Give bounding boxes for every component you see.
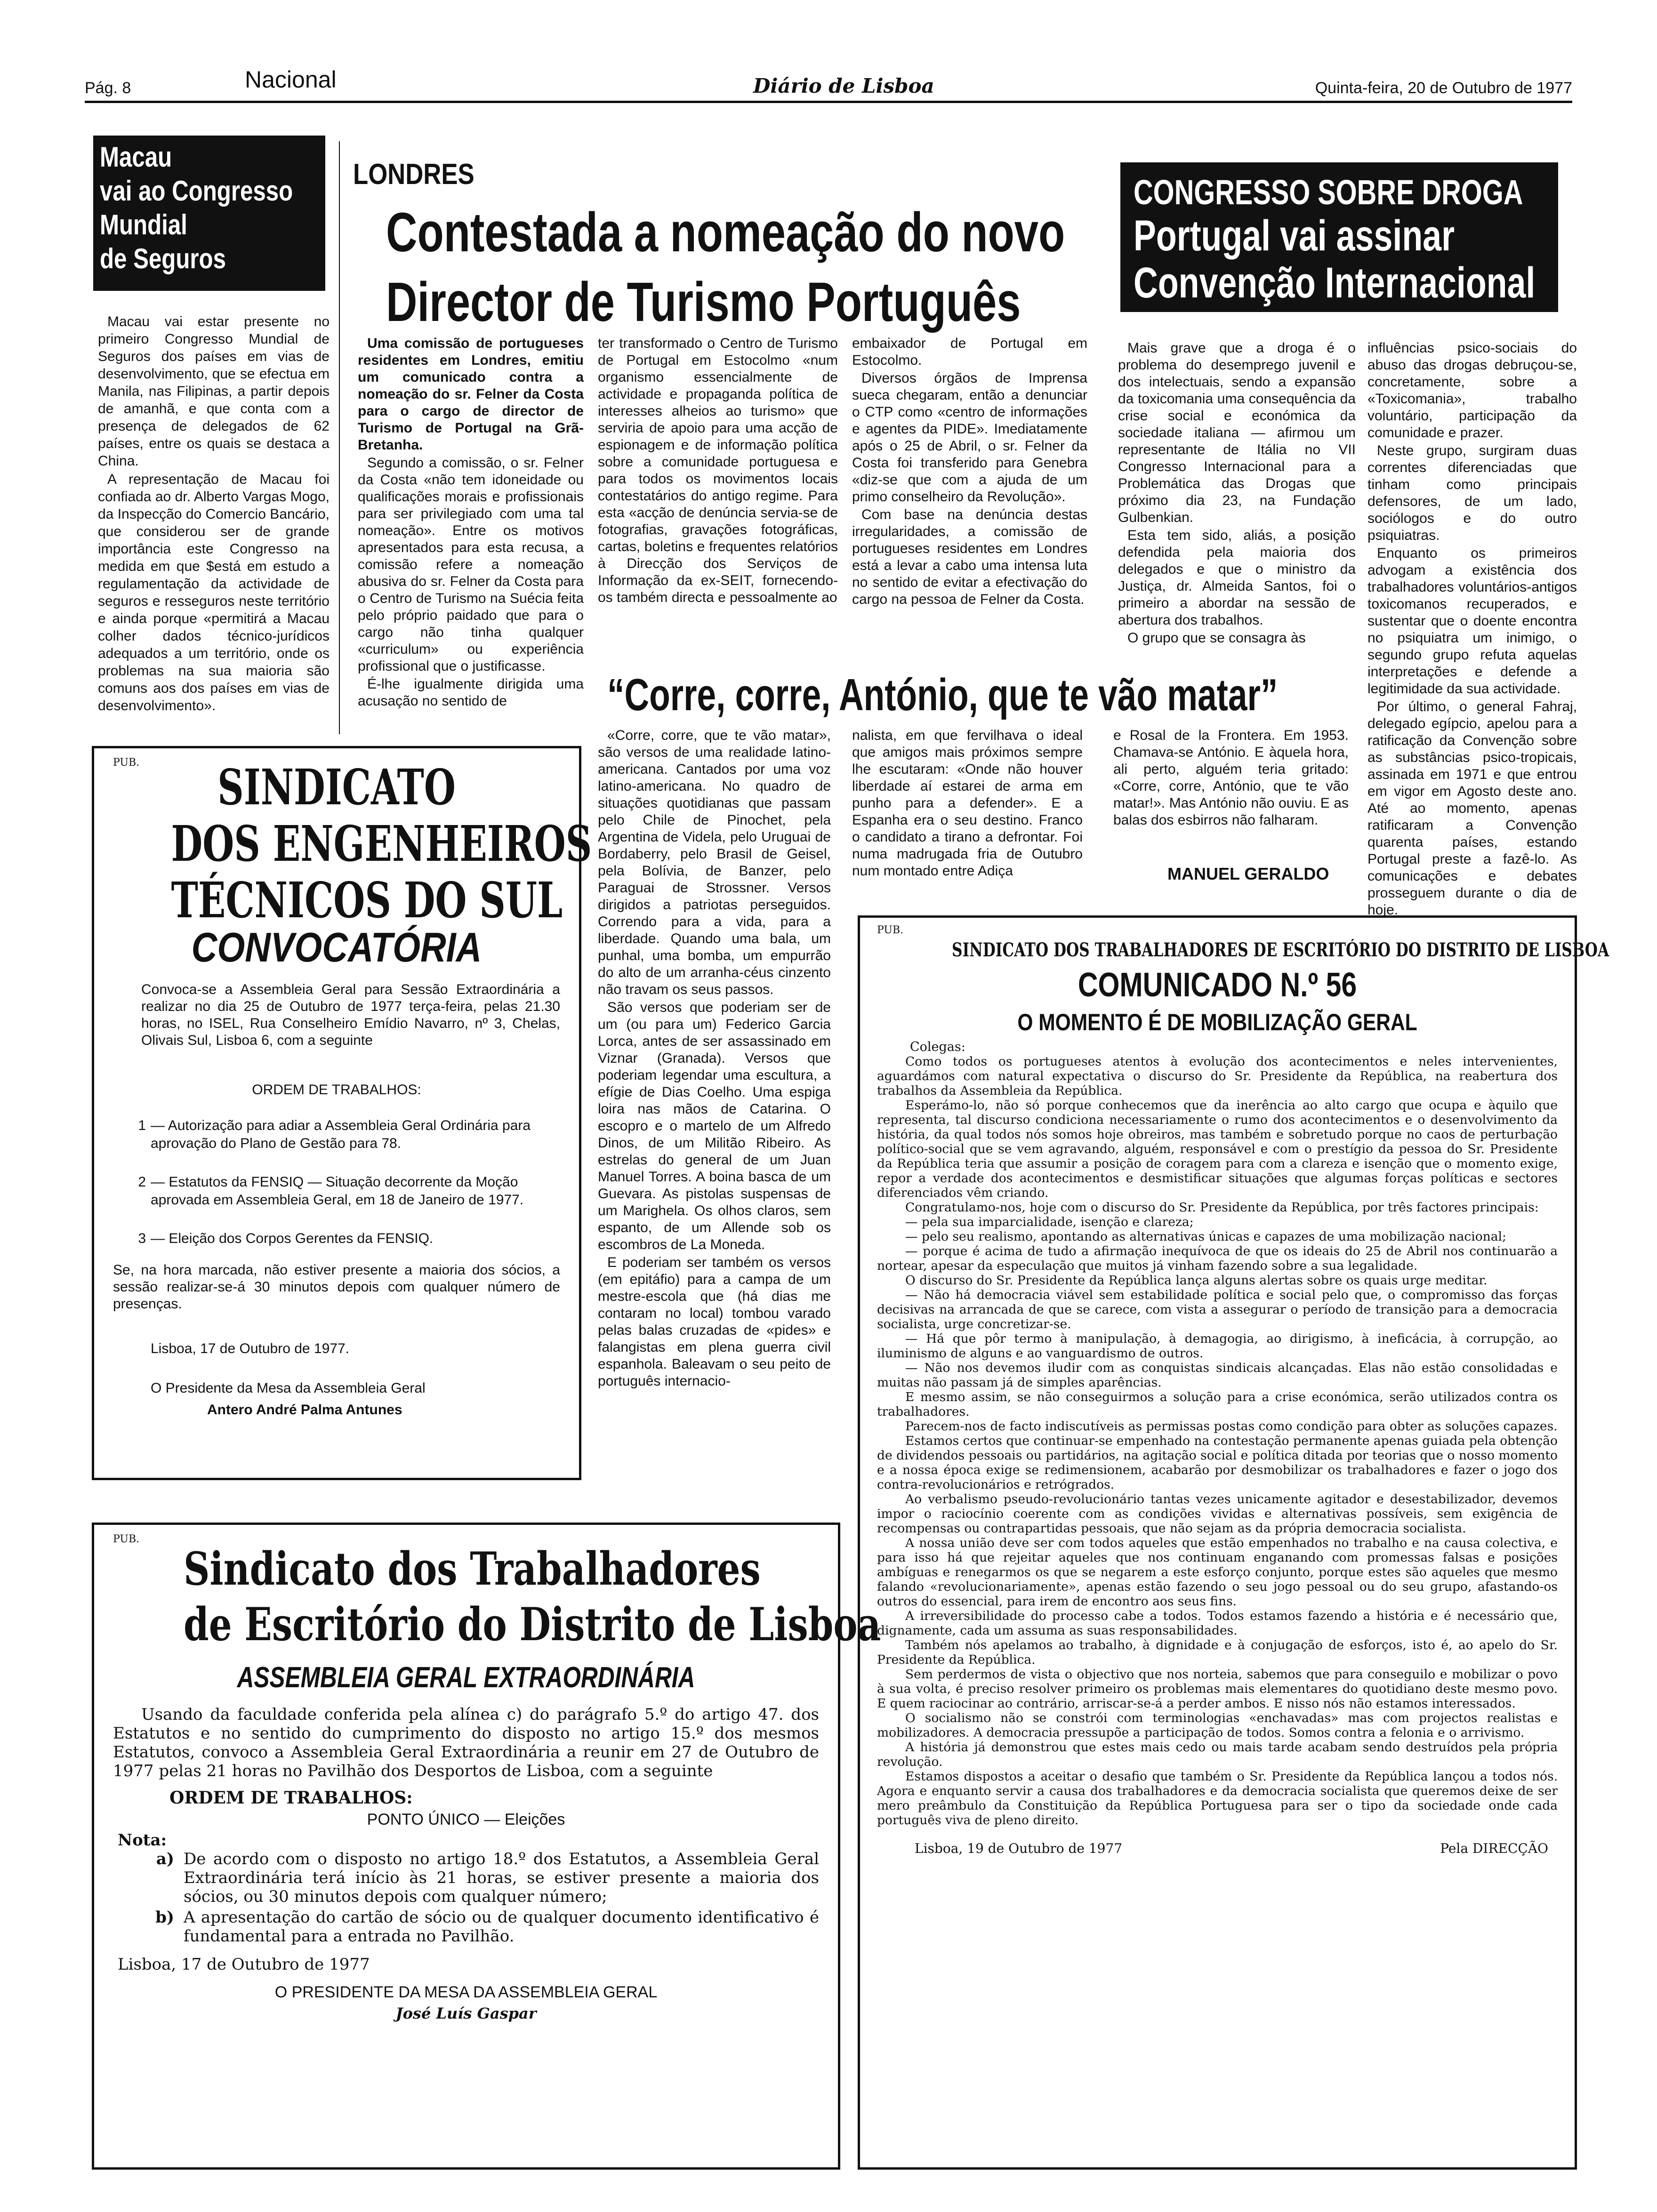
ad-paragraph: Esperámo-lo, não só porque conhecemos que da inerência ao alto cargo que ocupa e àquilo que representa, tal discurso condiciona necessariamente o rumo dos acontecimentos e o desenvolvimento da história, da qual todos nós somos hoje obreiros, mas também e sobretudo porque no caos de perturbação político-social que se vem agravando, alguém, responsável e com o prestígio da pessoa do Sr. Presidente da República teria que assumir a posição de coragem para com a clareza e isenção que o momento exige, repor a verdade dos acontecimentos e desmistificar situações que algumas forças políticas e sectores diferenciados vêm criando. bbox=[877, 1098, 1558, 1200]
antonio-byline: MANUEL GERALDO bbox=[1167, 864, 1329, 883]
macau-headline-line: vai ao Congresso bbox=[100, 175, 293, 207]
ad-paragraph: Estamos dispostos a aceitar o desafio que também o Sr. Presidente da República lançou a todos nós. Agora e enquanto servir a causa dos trabalhadores e da democracia socialista que queremos deixe de ser mero preâmbulo da Constituição da República Portuguesa para ser o tipo da sociedade onde cada português viva de pleno direito. bbox=[877, 1769, 1558, 1827]
londres-col-3 bbox=[852, 335, 1087, 609]
ad-agenda-item: PONTO ÚNICO — Eleições bbox=[367, 1811, 565, 1828]
londres-col-1 bbox=[358, 335, 584, 711]
article-paragraph: e Rosal de la Frontera. Em 1953. Chamava-se António. E àquela hora, ali perto, alguém teria gritado: «Corre, corre, António, que te vão matar!». Mas António não ouviu. E as balas dos esbirros não falharam. bbox=[1113, 728, 1349, 828]
ad-title-line: DOS ENGENHEIROS bbox=[171, 815, 592, 873]
headline-line: Contestada a nomeação do novo bbox=[386, 201, 1065, 264]
ad-paragraph: Estamos certos que continuar-se empenhado na contestação permanente apenas guiada pela obtenção de dividendos pessoais ou partidários, na agitação social e política ditada por teorias que o nosso momento e a nossa época exige se redimensionem, acabarão por desmobilizar os trabalhadores e fazer o jogo dos contra-revolucionários e retrógrados. bbox=[877, 1434, 1558, 1492]
ad-agenda-title: ORDEM DE TRABALHOS: bbox=[169, 1788, 413, 1808]
antonio-col-3 bbox=[1113, 727, 1349, 830]
ad-signature-name: Antero André Palma Antunes bbox=[207, 1402, 402, 1418]
ad-paragraph: — Não há democracia viável sem estabilidade política e social pelo que, o compromisso das forças decisivas na arrancada de que se carece, com vista a assegurar o período de transição para a democracia socialista, urge concretizar-se. bbox=[877, 1288, 1558, 1331]
macau-headline-line: de Seguros bbox=[100, 243, 226, 274]
ad-agenda-title: ORDEM DE TRABALHOS: bbox=[252, 1082, 421, 1098]
ad-intro: Usando da faculdade conferida pela alínea c) do parágrafo 5.º do artigo 47. dos Estatutos e no sentido do cumprimento do disposto no artigo 15.º dos mesmos Estatutos, convoco a Assembleia Geral Extraordinária a reunir em 27 de Outubro de 1977 pelas 21 horas no Pavilhão dos Desportos de Lisboa, com a seguinte bbox=[113, 1705, 819, 1780]
article-paragraph: Neste grupo, surgiram duas correntes diferenciadas que tinham como principais defensores, de um lado, sociólogos e do outro psiquiatras. bbox=[1367, 443, 1577, 543]
ad-agenda-item bbox=[113, 1117, 560, 1153]
article-paragraph: «Corre, corre, que te vão matar», são versos de uma realidade latino-americana. Cantados por uma voz latino-americana. No quadro de situações quotidianas que passam pelo Chile de Pinochet, pela Argentina de Videla, pelo Uruguai de Bordaberry, pelo Brasil de Geisel, pela Bolívia, de Banzer, pelo Paraguai de Strossner. Versos dirigidos a patriotas perseguidos. Correndo para a vida, para a liberdade. Quando uma bala, um punhal, uma bomba, um empurrão do alto de um arranha-céus cinzento não travam os seus passos. bbox=[598, 728, 831, 997]
article-paragraph: influências psico-sociais do abuso das drogas debruçou-se, concretamente, sobre a «Toxicomania», trabalho voluntário, participação da comunidade e prazer. bbox=[1367, 340, 1577, 441]
londres-col-2 bbox=[598, 335, 838, 607]
ad-note-text: A apresentação do cartão de sócio ou de qualquer documento identificativo é fundamental para a entrada no Pavilhão. bbox=[184, 1908, 819, 1946]
ad-pub-label: PUB. bbox=[113, 757, 140, 769]
article-paragraph: Com base na denúncia destas irregularidades, a comissão de portugueses residentes em Londres está a levar a cabo uma intensa luta no sentido de evitar a efectivação do cargo na pessoa de Felner da Costa. bbox=[852, 507, 1087, 607]
macau-headline-line: Mundial bbox=[100, 209, 187, 240]
ad-paragraph: Também nós apelamos ao trabalho, à dignidade e à conjugação de esforços, isto é, ao apelo do Sr. Presidente da República. bbox=[877, 1638, 1558, 1667]
droga-headline-line: Portugal vai assinar bbox=[1134, 212, 1455, 260]
article-paragraph: ter transformado o Centro de Turismo de Portugal em Estocolmo «num organismo essencialmente de actividade e propaganda política de interesses alheios ao turismo» que serviria de apoio para uma acção de espionagem e de informação política sobre a comunidade portuguesa e para todos os movimentos locais contestatários do antigo regime. Para esta «acção de denúncia servia-se de fotografias, gravações fotográficas, cartas, boletins e frequentes relatórios à Direcção dos Serviços de Informação da ex-SEIT, fornecendo-os também directa e pessoalmente ao bbox=[598, 336, 838, 605]
ad-paragraph: — pelo seu realismo, apontando as alternativas únicas e capazes de uma mobilização nacional; bbox=[905, 1229, 1506, 1244]
ad-note-label: a) bbox=[156, 1850, 174, 1868]
ad-paragraph: Sem perdermos de vista o objectivo que nos norteia, sabemos que para conseguilo e mobilizar o povo à sua volta, é preciso resolver primeiro os problemas mais elementares do quotidiano deste mesmo povo. E quem raciocinar ao contrário, arriscar-se-á a perder ambos. E nisso nós não estamos interessados. bbox=[877, 1667, 1558, 1711]
ad-agenda-num: 3 bbox=[138, 1231, 146, 1246]
droga-headline-box bbox=[1120, 162, 1558, 312]
ad-footer bbox=[877, 1841, 1558, 1856]
macau-article bbox=[98, 313, 330, 715]
ad-date: Lisboa, 17 de Outubro de 1977 bbox=[118, 1955, 370, 1974]
ad-pub-label: PUB. bbox=[113, 1533, 140, 1545]
ad-date: Lisboa, 19 de Outubro de 1977 bbox=[915, 1841, 1123, 1856]
article-paragraph: O grupo que se consagra às bbox=[1127, 630, 1306, 646]
ad-engenheiros bbox=[92, 746, 592, 1480]
ad-title-line: Sindicato dos Trabalhadores bbox=[184, 1542, 761, 1595]
ad-paragraph: O discurso do Sr. Presidente da República lança alguns alertas sobre os quais urge meditar. bbox=[905, 1273, 1488, 1288]
article-paragraph: embaixador de Portugal em Estocolmo. bbox=[852, 336, 1087, 368]
ad-paragraph: — pela sua imparcialidade, isenção e clareza; bbox=[905, 1215, 1194, 1229]
londres-headline bbox=[386, 198, 1065, 337]
droga-col-1 bbox=[1118, 340, 1356, 648]
ad-note-label: b) bbox=[155, 1908, 174, 1927]
ad-intro: Convoca-se a Assembleia Geral para Sessão Extraordinária a realizar no dia 25 de Outubro de 1977 terça-feira, pelas 21.30 horas, no ISEL, Rua Conselheiro Emídio Navarro, nº 3, Chelas, Olivais Sul, Lisboa 6, com a seguinte bbox=[141, 982, 560, 1048]
ad-title-line: de Escritório do Distrito de Lisboa bbox=[184, 1598, 881, 1651]
ad-paragraph: A irreversibilidade do processo cabe a todos. Todos estamos fazendo a história e é necessário que, dignamente, cada um assuma as suas responsabilidades. bbox=[877, 1609, 1558, 1638]
article-paragraph: Segundo a comissão, o sr. Felner da Costa «não tem idoneidade ou qualificações morais e profissionais para ser privilegiado com uma tal nomeação». Entre os motivos apresentados para esta recusa, a comissão refere a nomeação abusiva do sr. Felner da Costa para o Centro de Turismo na Suécia feita pelo próprio paidado que para o cargo não tinha qualquer «curriculum» ou experiência profissional que o justificasse. bbox=[358, 455, 584, 674]
ad-note: Se, na hora marcada, não estiver presente a maioria dos sócios, a sessão realizar-se-á 30 minutos depois com qualquer número de presenças. bbox=[113, 1262, 560, 1312]
ad-agenda-num: 1 bbox=[138, 1118, 146, 1133]
ad-agenda-item bbox=[113, 1173, 560, 1209]
ad-agenda-item bbox=[113, 1230, 560, 1248]
ad-paragraph: O socialismo não se constrói com terminologias «enchavadas» mas com projectos realistas e mobilizadores. A democracia pressupõe a participação de todos. Somos contra a felonia e o arrivismo. bbox=[877, 1711, 1558, 1740]
section-name: Nacional bbox=[245, 66, 337, 93]
article-paragraph: Mais grave que a droga é o problema do desemprego juvenil e dos intelectuais, sendo a expansão da toxicomania uma consequência da crise social e económica da sociedade italiana — afirmou um representante de Itália no VII Congresso Internacional para a Problemática das Drogas que próximo dia 23, na Fundação Gulbenkian. bbox=[1118, 340, 1356, 525]
article-paragraph: E poderiam ser também os versos (em epitáfio) para a campa de um mestre-escola que (há dias me contaram no local) tombou varado pelas balas cruzadas de «pides» e falangistas em plena guerra civil espanhola. Baleavam o seu peito de português internacio- bbox=[598, 1255, 831, 1389]
column-rule bbox=[339, 141, 340, 734]
droga-col-2 bbox=[1367, 340, 1577, 920]
droga-kicker: CONGRESSO SOBRE DROGA bbox=[1134, 173, 1523, 212]
macau-headline-box bbox=[93, 136, 325, 291]
article-paragraph: Macau vai estar presente no primeiro Congresso Mundial de Seguros dos países em vias de desenvolvimento, que se efectua em Manila, nas Filipinas, a partir depois de amanhã, e que conta com a presença de delegados de 62 países, entre os quais se destaca a China. bbox=[98, 314, 330, 469]
ad-notes bbox=[113, 1850, 819, 1946]
ad-title-line: TÉCNICOS DO SUL bbox=[171, 871, 563, 929]
ad-note-item bbox=[113, 1908, 819, 1946]
ad-signature: Pela DIRECÇÃO bbox=[1440, 1841, 1548, 1856]
ad-paragraph: Parecem-nos de facto indiscutíveis as permissas postas como condição para obter as soluções capazes. bbox=[905, 1419, 1558, 1434]
article-paragraph: É-lhe igualmente dirigida uma acusação no sentido de bbox=[358, 676, 584, 709]
article-paragraph: São versos que poderiam ser de um (ou para um) Federico Garcia Lorca, antes de ser assassinado em Viznar (Granada). Versos que poderiam legendar uma escultura, a efígie de Dias Coelho. Uma espiga loira nas mãos de Catarina. O escopro e o martelo de um Alfredo Dinos, de um Militão Ribeiro. As estrelas do general de um Juan Manuel Torres. A boina basca de um Guevara. As pistolas suspensas de um Marighela. Os olhos claros, sem espanto, de um Allende sob os escombros de La Moneda. bbox=[598, 1000, 831, 1252]
page-number: Pág. 8 bbox=[85, 79, 131, 97]
ad-note-item bbox=[113, 1850, 819, 1906]
ad-subtitle: O MOMENTO É DE MOBILIZAÇÃO GERAL bbox=[1017, 1009, 1417, 1035]
ad-pub-label: PUB. bbox=[877, 924, 904, 936]
ad-title bbox=[184, 1541, 881, 1652]
ad-agenda-num: 2 bbox=[138, 1174, 146, 1190]
ad-agenda-text: — Estatutos da FENSIQ — Situação decorrente da Moção aprovada em Assembleia Geral, em 18 de Janeiro de 1977. bbox=[151, 1174, 524, 1208]
issue-date: Quinta-feira, 20 de Outubro de 1977 bbox=[1315, 79, 1572, 97]
ad-title bbox=[171, 758, 592, 929]
ad-body bbox=[877, 1054, 1558, 1827]
ad-subtitle: ASSEMBLEIA GERAL EXTRAORDINÁRIA bbox=[237, 1661, 695, 1694]
article-paragraph: Diversos órgãos de Imprensa sueca chegaram, então a denunciar o CTP como «centro de informações e agentes da PIDE». Imediatamente após o 25 de Abril, o sr. Felner da Costa foi transferido para Genebra «diz-se que com a ajuda de um primo conselheiro da Revolução». bbox=[852, 370, 1087, 505]
ad-date: Lisboa, 17 de Outubro de 1977. bbox=[151, 1341, 349, 1356]
article-paragraph: Uma comissão de portugueses residentes em Londres, emitiu um comunicado contra a nomeação do sr. Felner da Costa para o cargo de director de Turismo de Portugal na Grã-Bretanha. bbox=[358, 336, 584, 453]
masthead: Diário de Lisboa bbox=[753, 74, 934, 97]
droga-headline-line: Convenção Internacional bbox=[1134, 259, 1536, 307]
ad-agenda-text: — Eleição dos Corpos Gerentes da FENSIQ. bbox=[151, 1231, 434, 1246]
ad-paragraph: Congratulamo-nos, hoje com o discurso do Sr. Presidente da República, por três factores principais: bbox=[905, 1200, 1539, 1215]
ad-paragraph: Ao verbalismo pseudo-revolucionário tantas vezes unicamente agitador e desestabilizador, devemos impor o raciocínio coerente com as condições vividas e alternativas possíveis, sem exigência de recompensas ou contrapartidas pessoais, que não sejam as da própria democracia socialista. bbox=[877, 1492, 1558, 1536]
ad-agenda-text: — Autorização para adiar a Assembleia Geral Ordinária para aprovação do Plano de Gestão para 78. bbox=[151, 1118, 531, 1151]
ad-paragraph: A nossa união deve ser com todos aqueles que estão empenhados no trabalho e na causa colectiva, e para isso há que rejeitar aqueles que nos continuam enganando com promessas falsas e posições ambíguas e renegarmos os que se negarem a este esforço conjunto, porque estes são aqueles que mesmo falando «revolucionariamente», apenas estão fazendo o seu jogo pessoal ou do seu grupo, afastando-os outros do essencial, para irem de encontro aos seus fins. bbox=[877, 1536, 1558, 1609]
ad-paragraph: Como todos os portugueses atentos à evolução dos acontecimentos e neles intervenientes, aguardámos com natural expectativa o discurso do Sr. Presidente da República, na reabertura dos trabalhos da Assembleia da República. bbox=[877, 1054, 1558, 1098]
ad-nota-label: Nota: bbox=[118, 1831, 167, 1850]
ad-salutation: Colegas: bbox=[910, 1040, 965, 1054]
ad-signature-name: José Luís Gaspar bbox=[395, 2004, 537, 2022]
ad-title-line: SINDICATO bbox=[217, 758, 456, 816]
antonio-col-1 bbox=[598, 727, 831, 1391]
ad-paragraph: — porque é acima de tudo a afirmação inequívoca de que os ideais do 25 de Abril nos continuarão a nortear, apesar da especulação que muitos já vinham fazendo sobre a sua legalidade. bbox=[877, 1244, 1558, 1273]
macau-headline-line: Macau bbox=[100, 141, 172, 173]
antonio-col-2 bbox=[852, 727, 1083, 881]
ad-escritorio bbox=[92, 1523, 881, 2170]
ad-org: SINDICATO DOS TRABALHADORES DE ESCRITÓRIO DO DISTRITO DE LISBOA bbox=[952, 939, 1609, 961]
article-paragraph: Esta tem sido, aliás, a posição defendida pela maioria dos delegados e que o ministro da Justiça, dr. Almeida Santos, foi o primeiro a abordar na sessão de abertura dos trabalhos. bbox=[1118, 528, 1356, 628]
ad-paragraph: — Não nos devemos iludir com as conquistas sindicais alcançadas. Elas não estão consolidadas e muitas não passam já de simples aparências. bbox=[877, 1361, 1558, 1390]
article-paragraph: A representação de Macau foi confiada ao dr. Alberto Vargas Mogo, da Inspecção do Comercio Bancário, que considerou ser de grande importância este Congresso na medida em que $está em estudo a regulamentação da actividade de seguros e resseguros neste território e ainda porque «permitirá a Macau colher dados técnico-jurídicos adequados a um território, onde os problemas na sua maioria são comuns aos dos países em vias de desenvolvimento». bbox=[98, 472, 330, 713]
ad-title: COMUNICADO N.º 56 bbox=[1078, 966, 1357, 1004]
article-paragraph: Enquanto os primeiros advogam a existência dos trabalhadores voluntários-antigos toxicomanos recuperados, e sustentar que o doente encontra no psiquiatra um inimigo, o segundo grupo refuta aquelas interpretações e defende a legitimidade da sua actividade. bbox=[1367, 545, 1577, 697]
londres-kicker: LONDRES bbox=[353, 158, 475, 191]
headline-line: Director de Turismo Português bbox=[386, 271, 1021, 333]
ad-agenda-list bbox=[113, 1117, 560, 1248]
ad-signature-role: O Presidente da Mesa da Assembleia Geral bbox=[151, 1380, 426, 1396]
ad-signature-role: O PRESIDENTE DA MESA DA ASSEMBLEIA GERAL bbox=[274, 1983, 658, 2001]
ad-note-text: De acordo com o disposto no artigo 18.º dos Estatutos, a Assembleia Geral Extraordinária terá início às 21 horas, se estiver presente a maioria dos sócios, ou 30 minutos depois com qualquer número; bbox=[184, 1850, 819, 1906]
ad-subtitle: CONVOCATÓRIA bbox=[191, 924, 482, 970]
header-rule bbox=[85, 101, 1572, 103]
ad-paragraph: A história já demonstrou que estes mais cedo ou mais tarde acabam sendo destruídos pela própria revolução. bbox=[877, 1740, 1558, 1769]
article-paragraph: nalista, em que fervilhava o ideal que amigos mais próximos sempre lhe escutaram: «Onde não houver liberdade aí estarei de arma em punho para a defender». E a Espanha era o seu destino. Franco o candidato a tirano a defrontar. Foi numa madrugada fria de Outubro num montado entre Adiça bbox=[852, 728, 1083, 879]
ad-paragraph: — Há que pôr termo à manipulação, à demagogia, ao dirigismo, à ineficácia, à corrupção, ao iluminismo de alguns e ao vanguardismo de outros. bbox=[877, 1331, 1558, 1361]
ad-comunicado bbox=[858, 915, 1609, 2170]
ad-paragraph: E mesmo assim, se não conseguirmos a solução para a crise económica, serão utilizados contra os trabalhadores. bbox=[877, 1390, 1558, 1419]
antonio-headline: “Corre, corre, António, que te vão matar” bbox=[607, 670, 1278, 720]
article-paragraph: Por último, o general Fahraj, delegado egípcio, apelou para a ratificação da Convenção sobre as substâncias psico-tropicais, assinada em 1971 e que entrou em vigor em Agosto deste ano. Até ao momento, apenas ratificaram a Convenção quarenta países, estando Portugal preste a fazê-lo. As comunicações e debates prosseguem durante o dia de hoje. bbox=[1367, 699, 1577, 918]
